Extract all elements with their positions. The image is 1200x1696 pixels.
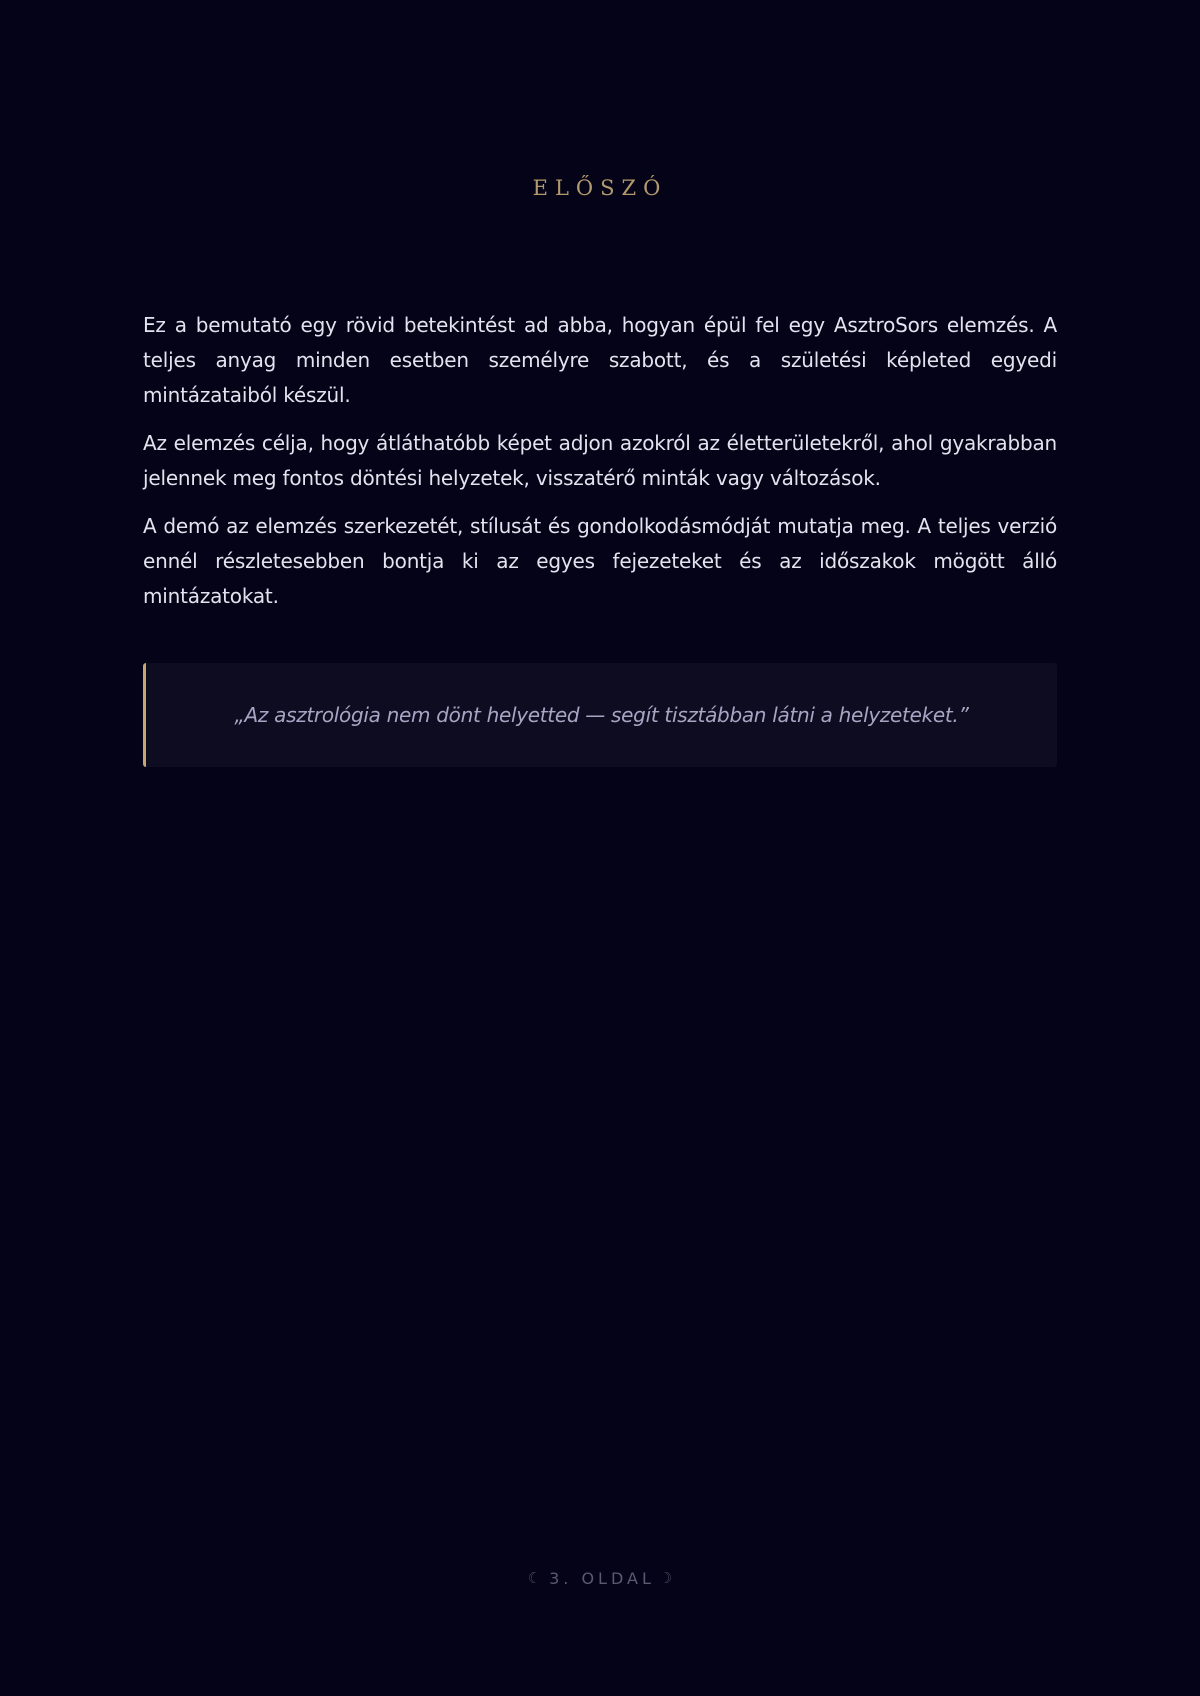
paragraph-1: Ez a bemutató egy rövid betekintést ad abba, hogyan épül fel egy AsztroSors elemzés. A teljes anyag minden esetben személyre szabott, és a születési képleted egyedi mintázataiból készül. bbox=[143, 313, 1057, 407]
quote-box bbox=[143, 663, 1057, 767]
page-footer bbox=[0, 1569, 1200, 1588]
paragraph-2: Az elemzés célja, hogy átláthatóbb képet adjon azokról az életterületekről, ahol gyakrabban jelennek meg fontos döntési helyzetek, visszatérő minták vagy változások. bbox=[143, 431, 1057, 490]
paragraph-3: A demó az elemzés szerkezetét, stílusát és gondolkodásmódját mutatja meg. A teljes verzió ennél részletesebben bontja ki az egyes fejezeteket és az időszakok mögött álló mintázatokat. bbox=[143, 514, 1057, 608]
crescent-moon-left-icon: ☾ bbox=[527, 1569, 542, 1587]
quote-text: „Az asztrológia nem dönt helyetted — segít tisztábban látni a helyzeteket.” bbox=[234, 703, 969, 727]
crescent-moon-right-icon: ☽ bbox=[658, 1569, 673, 1587]
page-number-label: 3. OLDAL bbox=[549, 1569, 655, 1588]
section-title: ELŐSZÓ bbox=[532, 176, 668, 200]
body-content bbox=[143, 308, 1057, 627]
